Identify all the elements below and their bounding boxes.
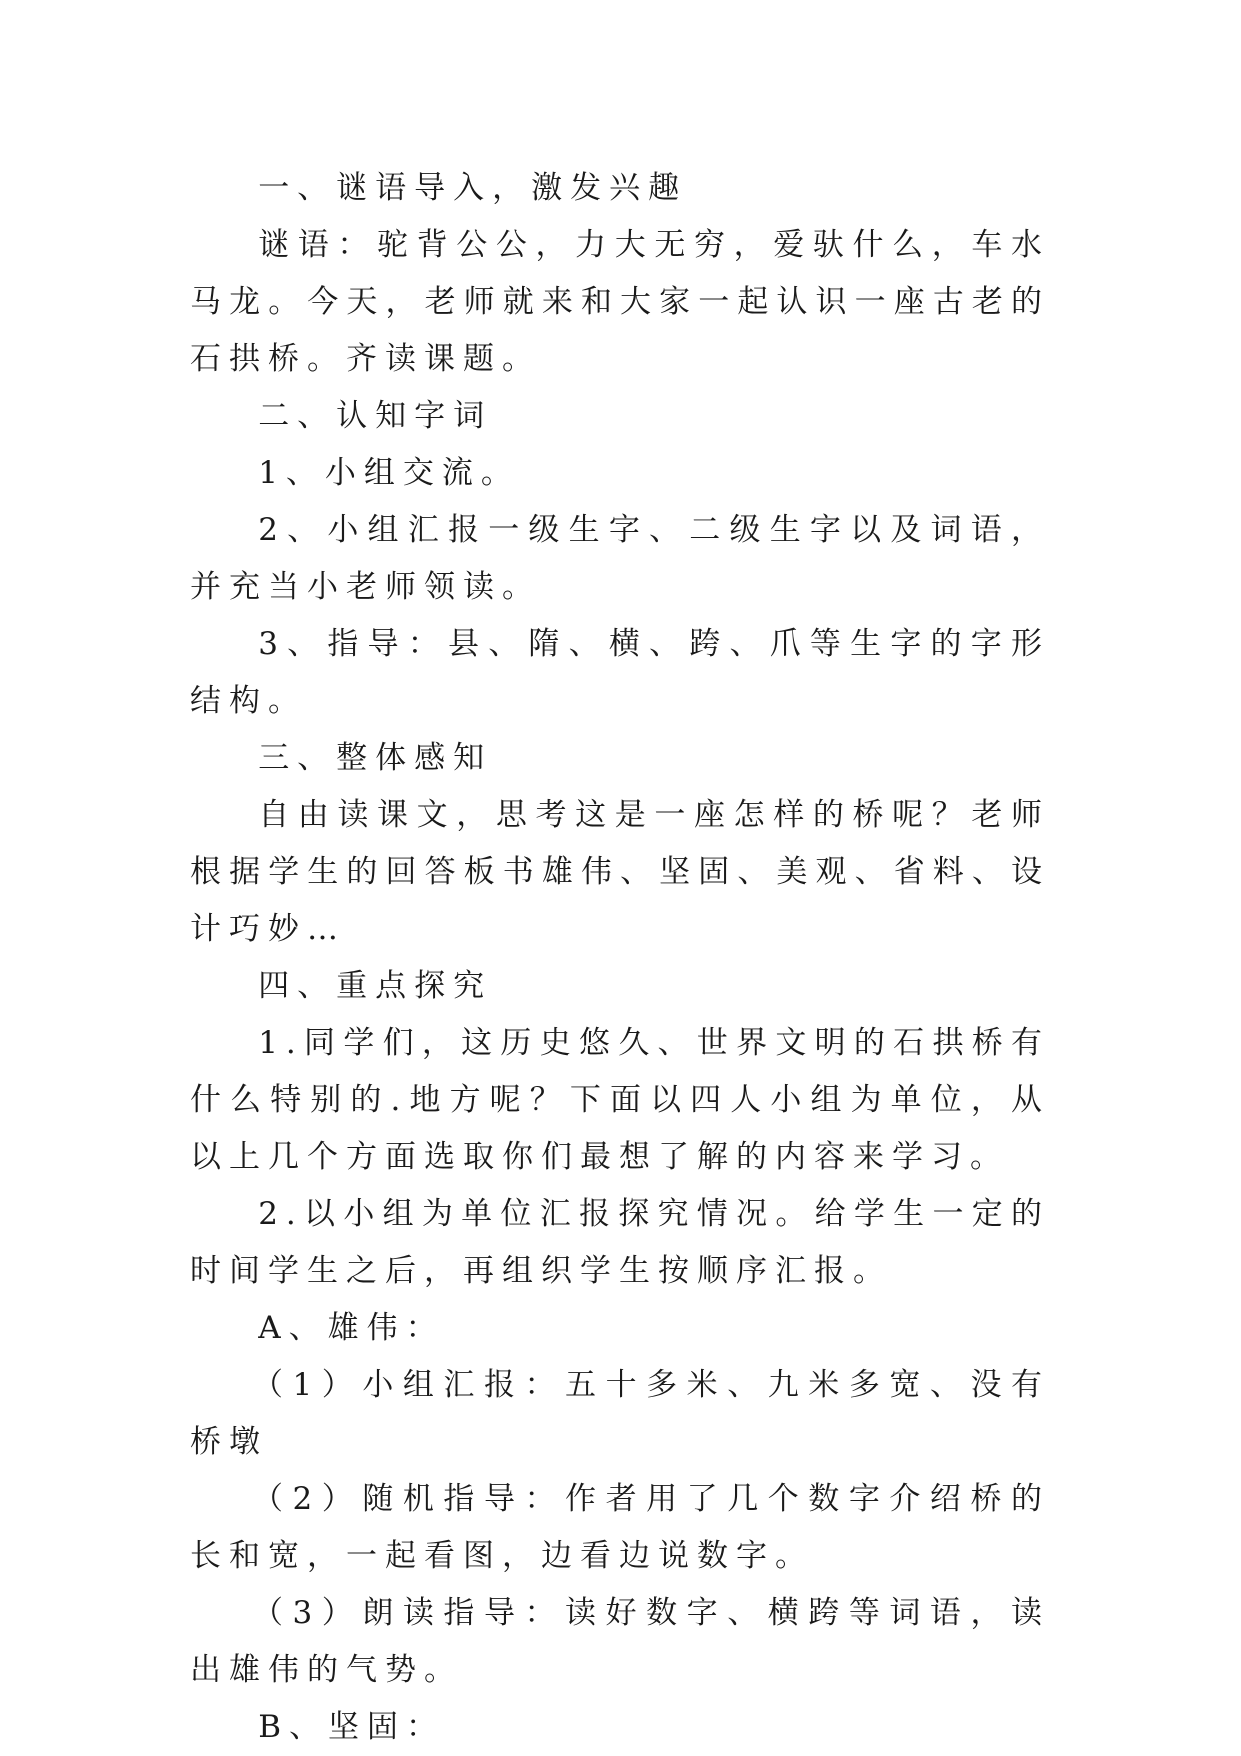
list-item-group-report: 2、小组汇报一级生字、二级生字以及词语，并充当小老师领读。 [190,512,1050,605]
list-item-exploration-1: 1.同学们，这历史悠久、世界文明的石拱桥有什么特别的.地方呢？下面以四人小组为单位，从以上几个方面选取你们最想了解的内容来学习。 [190,1025,1050,1175]
document-body [190,160,1050,1756]
sub-item-2: （2）随机指导：作者用了几个数字介绍桥的长和宽，一起看图，边看边说数字。 [190,1481,1050,1574]
list-item-group-exchange: 1、小组交流。 [258,455,520,491]
subheading-magnificent: A、雄伟： [258,1310,445,1346]
sub-item-3: （3）朗读指导：读好数字、横跨等词语，读出雄伟的气势。 [190,1595,1050,1688]
section-heading-riddle-intro: 一、谜语导入，激发兴趣 [258,170,688,206]
subheading-sturdy: B、坚固： [258,1709,445,1745]
section-heading-key-exploration: 四、重点探究 [258,968,493,1004]
section-heading-overall: 三、整体感知 [258,740,493,776]
sub-item-1: （1）小组汇报：五十多米、九米多宽、没有桥墩 [190,1367,1050,1460]
list-item-guidance: 3、指导：县、隋、横、跨、爪等生字的字形结构。 [190,626,1050,719]
paragraph-riddle: 谜语：驼背公公，力大无穷，爱驮什么，车水马龙。今天，老师就来和大家一起认识一座古老的石拱桥。齐读课题。 [190,227,1050,377]
section-heading-vocabulary: 二、认知字词 [258,398,493,434]
list-item-exploration-2: 2.以小组为单位汇报探究情况。给学生一定的时间学生之后，再组织学生按顺序汇报。 [190,1196,1050,1289]
paragraph-free-reading: 自由读课文，思考这是一座怎样的桥呢？老师根据学生的回答板书雄伟、坚固、美观、省料、设计巧妙… [190,797,1050,947]
